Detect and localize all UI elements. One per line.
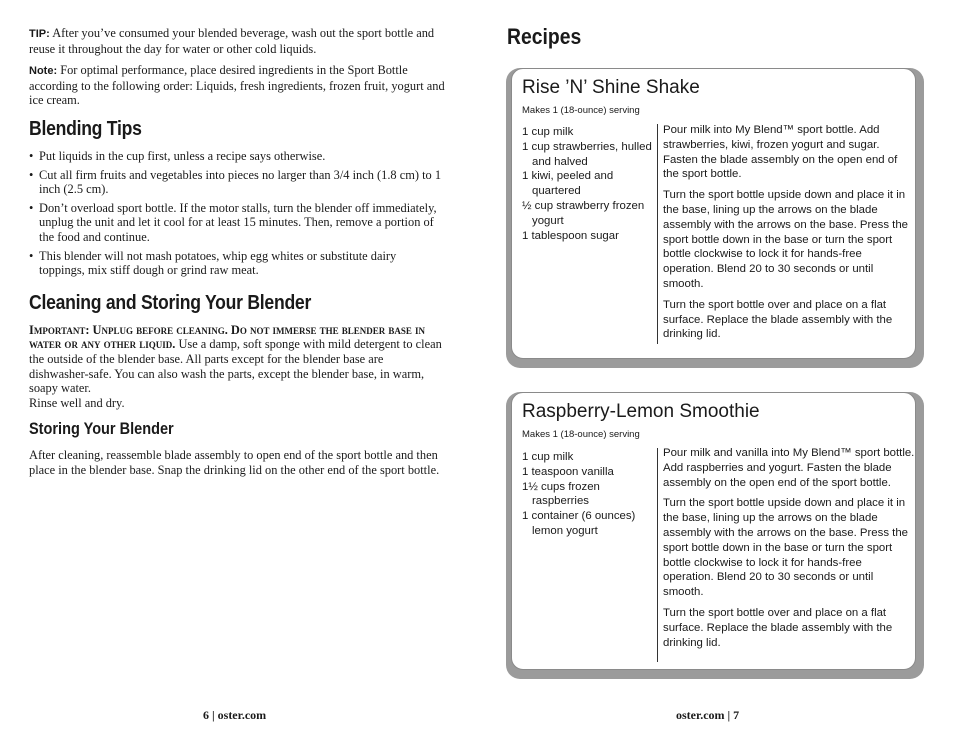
ingredient-item: 1 cup milk (522, 451, 574, 463)
ingredient-item: 1 teaspoon vanilla (522, 465, 614, 478)
step-paragraph: Turn the sport bottle upside down and place it in the base, lining up the arrows on the blade assembly with the arrows on the base. Press the sport bottle down in the base or turn the sport bottle clockwise to lock it for hands-free operation. Blend 20 to 30 seconds or until smooth. (663, 497, 909, 599)
cleaning-text: Use a damp, soft sponge with mild detergent to clean the outside of the blender base. All parts except for the blender base are dishwasher-safe. You can also wash the parts, except the blender base, in warm, soapy water. (29, 337, 442, 396)
steps-list (663, 446, 915, 656)
note-paragraph (29, 63, 445, 108)
list-item: • Don’t overload sport bottle. If the motor stalls, turn the blender off immediately, unplug the unit and let it cool for at least 15 minutes. Then, remove a portion of the food and continue. (29, 201, 445, 245)
note-text: For optimal performance, place desired ingredients in the Sport Bottle according to the following order: Liquids, fresh ingredients, frozen fruit, yogurt and ice cream. (29, 63, 445, 108)
recipe-serving: Makes 1 (18-ounce) serving (522, 429, 640, 440)
column-divider (657, 124, 658, 344)
cleaning-heading: Cleaning and Storing Your Blender (29, 291, 312, 314)
column-divider (657, 448, 658, 662)
recipe-title: Raspberry-Lemon Smoothie (522, 401, 760, 422)
list-item: • This blender will not mash potatoes, whip egg whites or substitute dairy toppings, mix stiff dough or grind raw meat. (29, 249, 445, 278)
card-body (511, 392, 916, 670)
tip-text: After you’ve consumed your blended beverage, wash out the sport bottle and reuse it throughout the day for water or other cold liquids. (29, 26, 435, 56)
step-paragraph: Turn the sport bottle over and place on a flat surface. Replace the blade assembly with the drinking lid. (663, 606, 893, 649)
cleaning-important: Important: Unplug before cleaning. Do not immerse the blender base in water or any other liquid. (29, 322, 425, 352)
ingredient-item: ½ cup strawberry frozen yogurt (522, 199, 645, 227)
left-footer: 6 | oster.com (203, 708, 267, 722)
recipe-title: Rise ’N’ Shine Shake (522, 77, 700, 98)
storing-heading: Storing Your Blender (29, 420, 174, 439)
list-item: • Cut all firm fruits and vegetables into pieces no larger than 3/4 inch (1.8 cm) to 1 inch (2.5 cm). (29, 168, 445, 197)
ingredient-item: 1 tablespoon sugar (522, 229, 619, 242)
blending-tips-list (29, 149, 445, 278)
note-label: Note: (29, 65, 58, 78)
left-page (29, 26, 445, 484)
ingredient-item: 1 cup milk (522, 126, 574, 138)
list-item: • Put liquids in the cup first, unless a recipe says otherwise. (29, 149, 445, 164)
step-paragraph: Pour milk and vanilla into My Blend™ sport bottle. Add raspberries and yogurt. Fasten the blade assembly on the open end of the sport bottle. (663, 447, 915, 489)
ingredient-item: 1 cup strawberries, hulled and halved (522, 140, 652, 168)
ingredient-item: 1 container (6 ounces) lemon yogurt (522, 510, 636, 537)
step-paragraph: Turn the sport bottle upside down and place it in the base, lining up the arrows on the blade assembly with the arrows on the base. Press the sport bottle down in the base or turn the sport bottle clockwise to lock it for hands-free operation. Blend 20 to 30 seconds or until smooth. (663, 189, 909, 290)
ingredients-list (522, 125, 652, 243)
ingredients-list (522, 450, 652, 539)
tip-paragraph (29, 26, 445, 56)
step-paragraph: Turn the sport bottle over and place on a flat surface. Replace the blade assembly with the drinking lid. (663, 298, 893, 341)
recipe-card-1 (506, 68, 924, 368)
recipes-heading: Recipes (507, 24, 582, 49)
storing-paragraph: After cleaning, reassemble blade assembly to open end of the sport bottle and then place in the blender base. Snap the drinking lid on the other end of the sport bottle. (29, 448, 440, 477)
recipe-card-2 (506, 392, 924, 679)
recipe-serving: Makes 1 (18-ounce) serving (522, 105, 640, 116)
ingredient-item: 1½ cups frozen raspberries (522, 480, 600, 508)
card-body (511, 68, 916, 359)
right-footer: oster.com | 7 (676, 708, 740, 722)
cleaning-rinse: Rinse well and dry. (29, 395, 125, 410)
tip-label: TIP: (29, 28, 50, 40)
steps-list (663, 123, 915, 348)
step-paragraph: Pour milk into My Blend™ sport bottle. Add strawberries, kiwi, frozen yogurt and sugar. Fasten the blade assembly on the open end of the sport bottle. (663, 124, 898, 181)
cleaning-paragraph (29, 323, 445, 396)
blending-tips-heading: Blending Tips (29, 117, 142, 140)
ingredient-item: 1 kiwi, peeled and quartered (522, 170, 614, 198)
